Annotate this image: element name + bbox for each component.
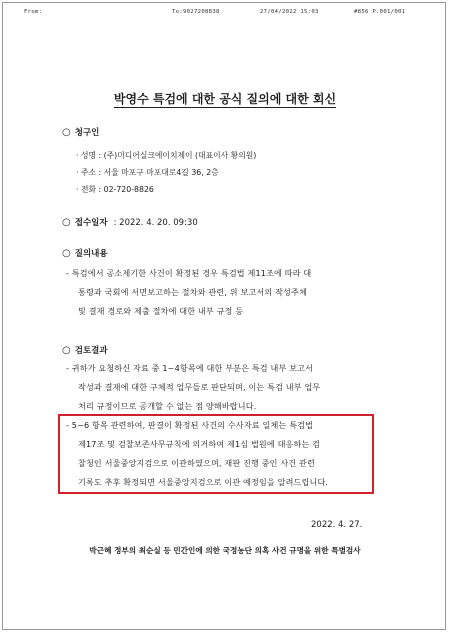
issuer-signature: 박근혜 정부의 최순실 등 민간인에 의한 국정농단 의혹 사건 규명을 위한 특별검사 xyxy=(89,546,361,555)
review-line: - 귀하가 요청하신 자료 중 1~4항목에 대한 부분은 특검 내부 보고서 xyxy=(66,363,314,373)
claimant-phone: · 전화 : 02-720-8826 xyxy=(76,185,154,194)
fax-page: #856 P.001/001 xyxy=(354,9,406,15)
review-heading xyxy=(62,344,108,356)
review-body-2 xyxy=(66,416,384,492)
inquiry-line: 통령과 국회에 서면보고하는 절차와 관련, 위 보고서의 작성주체 xyxy=(78,287,307,297)
review-line: 찰청인 서울중앙지검으로 이관하였으며, 재판 진행 중인 사건 관련 xyxy=(78,458,315,468)
review-line: - 5~6 항목 관련하여, 판결이 확정된 사건의 수사자료 일체는 특검법 xyxy=(66,420,314,430)
receipt-date: : 2022. 4. 20. 09:30 xyxy=(113,218,198,228)
receipt-heading xyxy=(62,216,198,228)
fax-to: To:9027208838 xyxy=(172,9,220,15)
claimant-name: · 성명 : (주)미디어실크에이치제이 (대표이사 황의원) xyxy=(76,151,257,160)
fax-datetime: 27/04/2022 15:03 xyxy=(260,9,319,15)
claimant-heading xyxy=(62,126,99,138)
circle-bullet-icon: ○ xyxy=(62,345,71,356)
circle-bullet-icon: ○ xyxy=(62,248,71,259)
claimant-address: · 주소 : 서울 마포구 마포대로4길 36, 2층 xyxy=(76,168,219,177)
inquiry-body xyxy=(66,264,384,321)
document-title xyxy=(0,90,450,107)
review-line: 기록도 추후 확정되면 서울중앙지검으로 이관 예정임을 알려드립니다. xyxy=(78,477,329,487)
circle-bullet-icon: ○ xyxy=(62,127,71,138)
inquiry-line: 및 결재 경로와 제출 절차에 대한 내부 규정 등 xyxy=(78,306,244,316)
circle-bullet-icon: ○ xyxy=(62,217,71,228)
receipt-heading-text: 접수일자 xyxy=(74,218,108,228)
inquiry-heading xyxy=(62,247,108,259)
title-text: 박영수 특검에 대한 공식 질의에 대한 회신 xyxy=(113,92,337,106)
fax-from: From: xyxy=(24,9,43,15)
inquiry-heading-text: 질의내용 xyxy=(74,249,108,259)
review-heading-text: 검토결과 xyxy=(74,346,108,356)
inquiry-line: - 특검에서 공소제기한 사건이 확정된 경우 특검법 제11조에 따라 대 xyxy=(66,268,312,278)
review-line: 작성과 결재에 대한 구체적 업무들로 판단되며, 이는 특검 내부 업무 xyxy=(78,382,321,392)
issue-date: 2022. 4. 27. xyxy=(311,520,363,530)
review-body-1 xyxy=(66,359,384,416)
review-line: 제17조 및 검찰보존사무규칙에 의거하여 제1심 법원에 대응하는 검 xyxy=(78,439,321,449)
review-line: 처리 규정이므로 공개할 수 없는 점 양해바랍니다. xyxy=(78,401,257,411)
claimant-heading-text: 청구인 xyxy=(74,128,100,138)
